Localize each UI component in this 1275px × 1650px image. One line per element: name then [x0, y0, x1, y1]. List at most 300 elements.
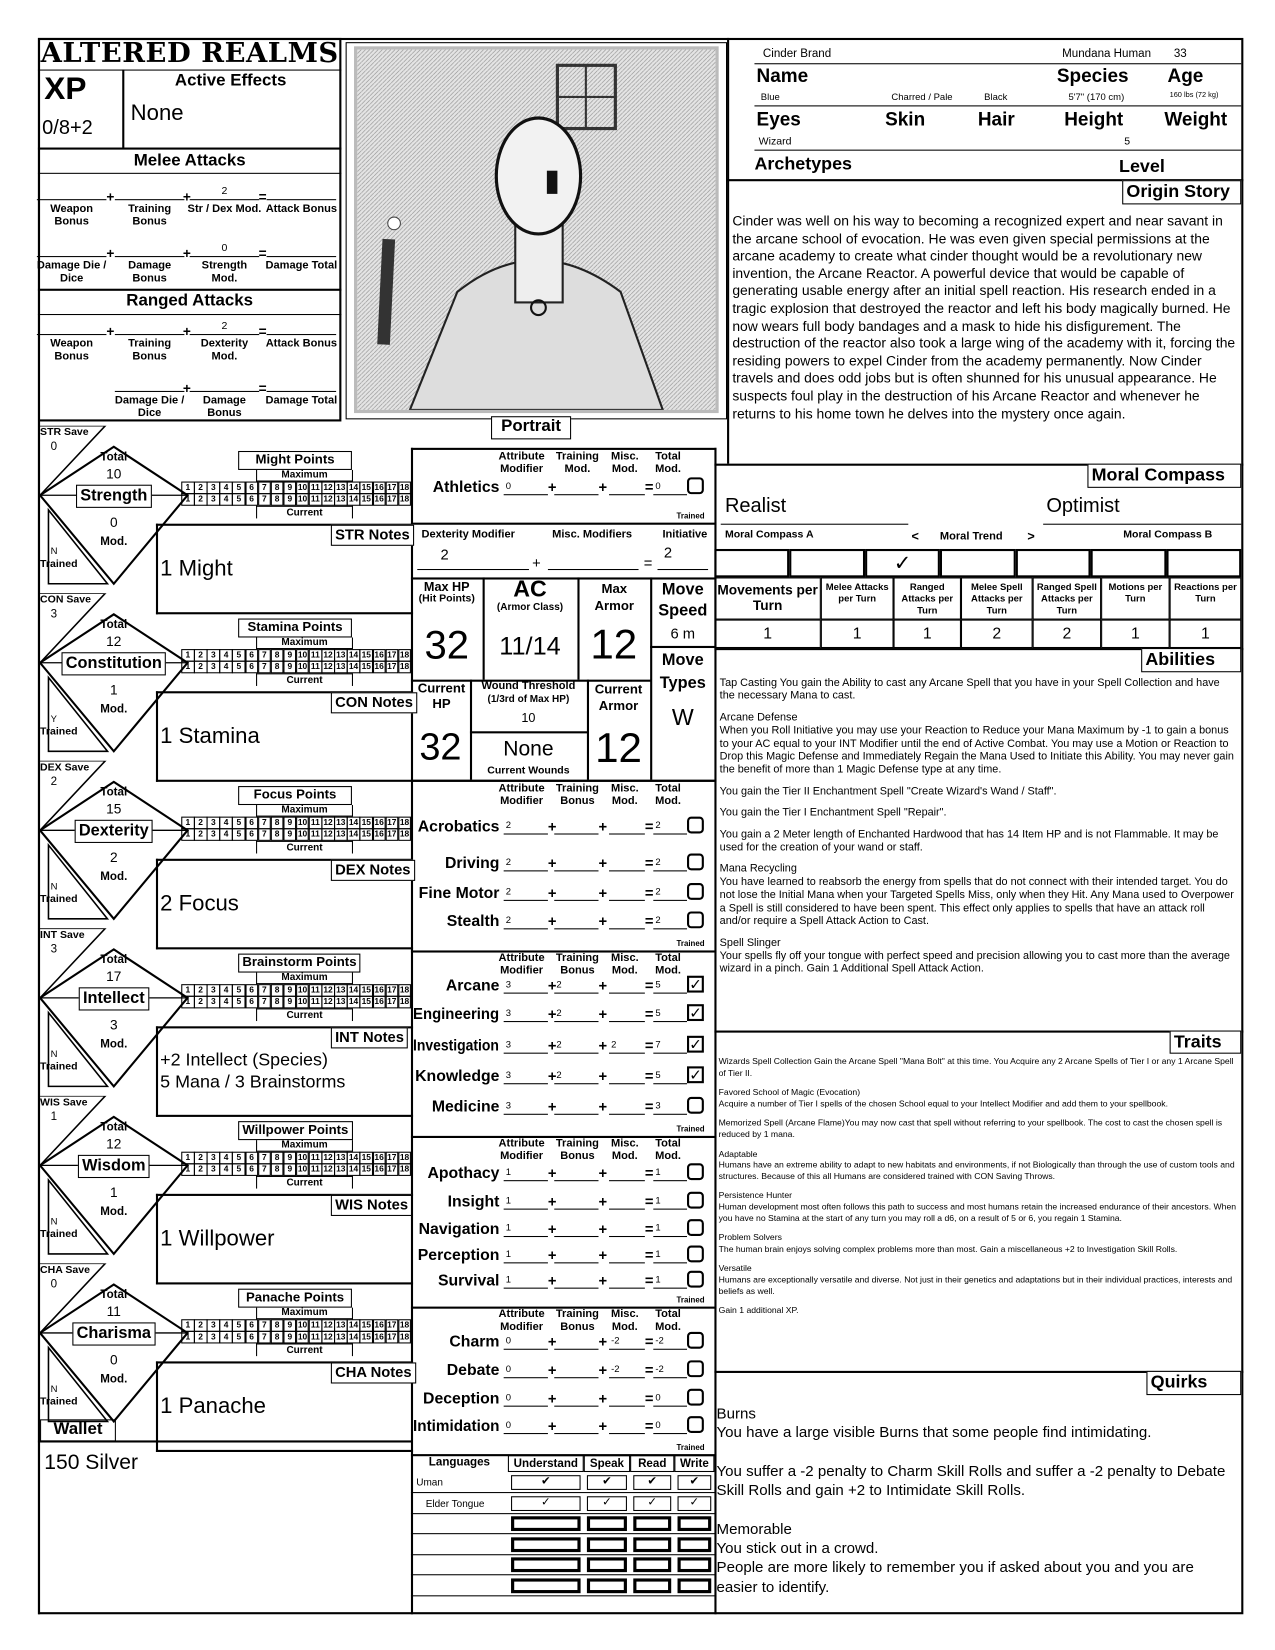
- current-point-box[interactable]: 12: [323, 661, 333, 672]
- max-point-box[interactable]: 2: [194, 817, 207, 829]
- max-point-box[interactable]: 1: [181, 482, 194, 494]
- total-value[interactable]: 12: [106, 633, 122, 650]
- current-point-box[interactable]: 18: [399, 1164, 410, 1174]
- trained-value[interactable]: N: [50, 1383, 58, 1395]
- max-point-box[interactable]: 5: [232, 1319, 245, 1331]
- language-checkbox[interactable]: [678, 1578, 712, 1593]
- language-checkbox[interactable]: [633, 1537, 671, 1552]
- max-point-box[interactable]: 2: [194, 649, 207, 661]
- max-point-box[interactable]: 12: [323, 817, 333, 828]
- current-point-box[interactable]: 17: [387, 996, 397, 1007]
- skill-training-value[interactable]: 2: [556, 978, 562, 990]
- max-point-box[interactable]: 1: [181, 1152, 194, 1164]
- current-hp-value[interactable]: 32: [419, 724, 462, 769]
- current-point-box[interactable]: 5: [232, 996, 245, 1008]
- language-checkbox[interactable]: ✔: [633, 1475, 671, 1490]
- mod-value[interactable]: 0: [109, 1351, 118, 1368]
- skill-total-value[interactable]: -2: [655, 1363, 664, 1375]
- current-point-box[interactable]: 16: [374, 1331, 384, 1342]
- actions-value[interactable]: 1: [714, 620, 820, 648]
- skill-total-value[interactable]: 1: [655, 1166, 661, 1177]
- current-point-box[interactable]: 13: [336, 494, 346, 504]
- max-point-box[interactable]: 15: [361, 482, 372, 493]
- moral-compass-a-value[interactable]: Realist: [724, 495, 787, 518]
- current-armor-value[interactable]: 12: [595, 724, 642, 772]
- skill-misc-value[interactable]: -2: [611, 1335, 620, 1346]
- trained-value[interactable]: N: [50, 1215, 58, 1227]
- initiative-total-value[interactable]: 2: [663, 543, 673, 561]
- mod-value[interactable]: 1: [109, 1184, 118, 1201]
- language-checkbox[interactable]: [587, 1516, 627, 1531]
- current-point-box[interactable]: 16: [374, 494, 384, 504]
- skill-attr-value[interactable]: 1: [505, 1222, 512, 1233]
- language-checkbox[interactable]: ✔: [511, 1475, 581, 1490]
- blank-line[interactable]: [190, 199, 260, 200]
- language-checkbox[interactable]: [633, 1557, 671, 1572]
- blank-line[interactable]: [37, 199, 107, 200]
- blank-line[interactable]: [115, 199, 185, 200]
- notes-text[interactable]: 2 Focus: [160, 891, 239, 916]
- max-point-box[interactable]: 14: [348, 817, 359, 828]
- max-point-box[interactable]: 18: [399, 985, 410, 995]
- max-point-box[interactable]: 9: [283, 984, 296, 996]
- language-name[interactable]: Uman: [416, 1477, 443, 1489]
- max-point-box[interactable]: 15: [361, 985, 372, 995]
- max-point-box[interactable]: 8: [270, 1319, 283, 1331]
- current-point-box[interactable]: 12: [323, 996, 333, 1007]
- current-point-box[interactable]: 2: [194, 828, 207, 840]
- max-point-box[interactable]: 6: [245, 482, 258, 494]
- current-point-box[interactable]: 15: [361, 661, 372, 672]
- skill-training-value[interactable]: 2: [556, 1069, 562, 1081]
- max-point-box[interactable]: 18: [399, 817, 410, 828]
- current-point-box[interactable]: 13: [336, 661, 346, 672]
- max-point-box[interactable]: 10: [297, 650, 308, 660]
- max-point-box[interactable]: 16: [374, 650, 384, 660]
- max-point-box[interactable]: 9: [283, 1319, 296, 1331]
- blank-line[interactable]: [115, 334, 185, 335]
- actions-value[interactable]: 2: [1033, 620, 1101, 648]
- current-point-box[interactable]: 5: [232, 493, 245, 505]
- current-point-box[interactable]: 4: [219, 493, 232, 505]
- current-point-box[interactable]: 10: [297, 829, 308, 839]
- max-point-box[interactable]: 11: [309, 1152, 322, 1164]
- max-point-box[interactable]: 11: [309, 482, 322, 494]
- current-point-box[interactable]: 8: [270, 828, 283, 840]
- current-point-box[interactable]: 12: [323, 494, 333, 504]
- max-point-box[interactable]: 16: [374, 817, 384, 828]
- language-checkbox[interactable]: ✓: [587, 1496, 627, 1511]
- trained-checkbox[interactable]: ✓: [687, 1036, 704, 1053]
- trained-checkbox[interactable]: [687, 1271, 704, 1288]
- current-point-box[interactable]: 17: [387, 1164, 397, 1174]
- current-point-box[interactable]: 18: [399, 494, 410, 504]
- skill-total-value[interactable]: 5: [655, 1069, 661, 1081]
- current-point-box[interactable]: 14: [348, 1331, 359, 1342]
- current-point-box[interactable]: 4: [219, 996, 232, 1008]
- mod-value[interactable]: 0: [109, 514, 118, 531]
- max-point-box[interactable]: 17: [387, 1152, 397, 1163]
- max-point-box[interactable]: 4: [219, 817, 232, 829]
- current-point-box[interactable]: 10: [297, 661, 308, 672]
- max-point-box[interactable]: 14: [348, 1152, 359, 1163]
- max-point-box[interactable]: 1: [181, 817, 194, 829]
- max-point-box[interactable]: 6: [245, 984, 258, 996]
- max-point-box[interactable]: 6: [245, 817, 258, 829]
- max-point-box[interactable]: 18: [399, 482, 410, 493]
- blank-line[interactable]: [190, 334, 260, 335]
- max-point-box[interactable]: 6: [245, 1319, 258, 1331]
- skill-attr-value[interactable]: 2: [505, 819, 512, 831]
- skill-total-value[interactable]: 1: [655, 1248, 661, 1260]
- max-point-box[interactable]: 4: [219, 482, 232, 494]
- language-checkbox[interactable]: [511, 1557, 581, 1572]
- current-point-box[interactable]: 8: [270, 996, 283, 1008]
- max-point-box[interactable]: 16: [374, 1152, 384, 1163]
- melee-attack-value[interactable]: 2: [221, 185, 228, 198]
- current-point-box[interactable]: 14: [348, 494, 359, 504]
- blank-line[interactable]: [267, 334, 337, 335]
- current-point-box[interactable]: 9: [283, 1163, 296, 1175]
- max-point-box[interactable]: 8: [270, 482, 283, 494]
- trained-checkbox[interactable]: [687, 1192, 704, 1209]
- skill-total-value[interactable]: 2: [655, 819, 661, 831]
- species-value[interactable]: Mundana Human: [1062, 47, 1152, 61]
- current-point-box[interactable]: 18: [399, 661, 410, 672]
- trained-checkbox[interactable]: [687, 1416, 704, 1433]
- trained-value[interactable]: N: [50, 545, 58, 557]
- moral-trend-slot[interactable]: [1166, 549, 1241, 577]
- current-point-box[interactable]: 7: [258, 1331, 271, 1343]
- actions-value[interactable]: 2: [961, 620, 1033, 648]
- skill-total-value[interactable]: -2: [655, 1335, 664, 1346]
- max-point-box[interactable]: 14: [348, 650, 359, 660]
- current-point-box[interactable]: 2: [194, 493, 207, 505]
- current-point-box[interactable]: 3: [207, 1331, 220, 1343]
- trained-checkbox[interactable]: [687, 817, 704, 834]
- current-point-box[interactable]: 14: [348, 1164, 359, 1174]
- skill-attr-value[interactable]: 1: [505, 1248, 512, 1260]
- hair-value[interactable]: Black: [984, 91, 1008, 103]
- max-point-box[interactable]: 14: [348, 1320, 359, 1330]
- skill-training-value[interactable]: 2: [556, 1007, 562, 1018]
- blank-line[interactable]: [267, 391, 337, 392]
- skill-total-value[interactable]: 1: [655, 1194, 661, 1206]
- current-point-box[interactable]: 1: [181, 661, 194, 673]
- current-point-box[interactable]: 8: [270, 1163, 283, 1175]
- max-point-box[interactable]: 12: [323, 1152, 333, 1163]
- total-value[interactable]: 17: [106, 968, 122, 985]
- current-point-box[interactable]: 1: [181, 1331, 194, 1343]
- max-point-box[interactable]: 18: [399, 1152, 410, 1163]
- language-checkbox[interactable]: ✓: [511, 1496, 581, 1511]
- max-point-box[interactable]: 7: [258, 984, 271, 996]
- current-point-box[interactable]: 10: [297, 1331, 308, 1342]
- trained-checkbox[interactable]: [687, 1219, 704, 1236]
- skill-attr-value[interactable]: 0: [505, 1419, 512, 1430]
- max-point-box[interactable]: 2: [194, 984, 207, 996]
- notes-text[interactable]: +2 Intellect (Species) 5 Mana / 3 Brainstorms: [160, 1049, 346, 1092]
- skill-attr-value[interactable]: 3: [505, 1069, 512, 1081]
- current-point-box[interactable]: 6: [245, 1163, 258, 1175]
- current-point-box[interactable]: 9: [283, 493, 296, 505]
- current-point-box[interactable]: 9: [283, 828, 296, 840]
- current-point-box[interactable]: 13: [336, 1331, 346, 1342]
- skill-attr-value[interactable]: 2: [505, 914, 512, 926]
- max-point-box[interactable]: 10: [297, 1152, 308, 1163]
- current-point-box[interactable]: 10: [297, 1164, 308, 1174]
- moral-trend-slot[interactable]: [940, 549, 1015, 577]
- max-point-box[interactable]: 5: [232, 649, 245, 661]
- current-point-box[interactable]: 16: [374, 996, 384, 1007]
- trained-checkbox[interactable]: [687, 477, 704, 494]
- max-point-box[interactable]: 3: [207, 1152, 220, 1164]
- current-point-box[interactable]: 7: [258, 996, 271, 1008]
- max-point-box[interactable]: 12: [323, 650, 333, 660]
- current-point-box[interactable]: 15: [361, 494, 372, 504]
- blank-line[interactable]: [37, 334, 107, 335]
- max-point-box[interactable]: 3: [207, 649, 220, 661]
- skill-total-value[interactable]: 1: [655, 1222, 661, 1233]
- notes-text[interactable]: 1 Might: [160, 556, 233, 581]
- max-point-box[interactable]: 8: [270, 817, 283, 829]
- max-point-box[interactable]: 13: [336, 1320, 346, 1330]
- current-point-box[interactable]: 10: [297, 996, 308, 1007]
- max-point-box[interactable]: 11: [309, 817, 322, 829]
- current-point-box[interactable]: 11: [309, 1331, 322, 1343]
- current-point-box[interactable]: 13: [336, 996, 346, 1007]
- current-point-box[interactable]: 4: [219, 1331, 232, 1343]
- max-point-box[interactable]: 2: [194, 1152, 207, 1164]
- skill-attr-value[interactable]: 1: [505, 1273, 512, 1285]
- current-point-box[interactable]: 7: [258, 1163, 271, 1175]
- skill-attr-value[interactable]: 3: [505, 978, 512, 990]
- current-point-box[interactable]: 18: [399, 1331, 410, 1342]
- max-point-box[interactable]: 1: [181, 984, 194, 996]
- current-point-box[interactable]: 8: [270, 493, 283, 505]
- moral-trend-slot[interactable]: [1015, 549, 1090, 577]
- trained-value[interactable]: N: [50, 1048, 58, 1059]
- trained-checkbox[interactable]: [687, 1389, 704, 1406]
- max-hp-value[interactable]: 32: [424, 623, 470, 669]
- language-name[interactable]: Elder Tongue: [425, 1497, 485, 1510]
- blank-line[interactable]: [267, 256, 337, 257]
- current-point-box[interactable]: 16: [374, 1164, 384, 1174]
- language-checkbox[interactable]: [633, 1516, 671, 1531]
- skill-misc-value[interactable]: 2: [611, 1038, 617, 1050]
- skill-attr-value[interactable]: 0: [505, 1335, 512, 1346]
- skill-total-value[interactable]: 3: [655, 1100, 661, 1111]
- current-point-box[interactable]: 5: [232, 661, 245, 673]
- current-point-box[interactable]: 14: [348, 996, 359, 1007]
- max-point-box[interactable]: 3: [207, 817, 220, 829]
- current-point-box[interactable]: 18: [399, 996, 410, 1007]
- current-point-box[interactable]: 7: [258, 493, 271, 505]
- max-point-box[interactable]: 6: [245, 1152, 258, 1164]
- melee-damage-value[interactable]: 0: [221, 242, 228, 254]
- trained-value[interactable]: N: [50, 880, 58, 892]
- max-point-box[interactable]: 12: [323, 1320, 333, 1330]
- max-point-box[interactable]: 4: [219, 1319, 232, 1331]
- save-value[interactable]: 0: [50, 1278, 58, 1291]
- max-point-box[interactable]: 18: [399, 650, 410, 660]
- xp-value[interactable]: 0/8+2: [42, 116, 93, 140]
- max-point-box[interactable]: 9: [283, 482, 296, 494]
- max-point-box[interactable]: 5: [232, 482, 245, 494]
- skill-attr-value[interactable]: 3: [505, 1038, 512, 1050]
- language-checkbox[interactable]: ✓: [678, 1496, 712, 1511]
- max-point-box[interactable]: 8: [270, 984, 283, 996]
- max-point-box[interactable]: 12: [323, 482, 333, 493]
- initiative-dex-value[interactable]: 2: [440, 545, 449, 563]
- mod-value[interactable]: 1: [109, 681, 118, 698]
- skill-total-value[interactable]: 2: [655, 856, 661, 868]
- skill-total-value[interactable]: 5: [655, 1007, 661, 1018]
- max-point-box[interactable]: 12: [323, 985, 333, 995]
- wound-threshold-value[interactable]: 10: [521, 710, 536, 725]
- language-checkbox[interactable]: ✔: [678, 1475, 712, 1490]
- max-point-box[interactable]: 1: [181, 1319, 194, 1331]
- active-effects-value[interactable]: None: [130, 101, 184, 126]
- skill-attr-value[interactable]: 1: [505, 1166, 512, 1177]
- moral-trend-slot[interactable]: ✓: [865, 549, 940, 577]
- max-point-box[interactable]: 16: [374, 985, 384, 995]
- current-point-box[interactable]: 6: [245, 661, 258, 673]
- total-value[interactable]: 12: [106, 1135, 122, 1152]
- max-point-box[interactable]: 15: [361, 817, 372, 828]
- current-point-box[interactable]: 1: [181, 493, 194, 505]
- blank-line[interactable]: [115, 391, 185, 392]
- language-checkbox[interactable]: [633, 1578, 671, 1593]
- current-point-box[interactable]: 15: [361, 829, 372, 839]
- trained-checkbox[interactable]: [687, 911, 704, 928]
- current-point-box[interactable]: 17: [387, 661, 397, 672]
- skill-total-value[interactable]: 0: [655, 1391, 661, 1403]
- current-point-box[interactable]: 13: [336, 1164, 346, 1174]
- max-point-box[interactable]: 13: [336, 650, 346, 660]
- max-point-box[interactable]: 16: [374, 1320, 384, 1330]
- moral-compass-b-value[interactable]: Optimist: [1046, 495, 1120, 518]
- max-point-box[interactable]: 18: [399, 1320, 410, 1330]
- max-point-box[interactable]: 11: [309, 984, 322, 996]
- ac-value[interactable]: 11/14: [499, 632, 561, 661]
- max-point-box[interactable]: 15: [361, 1152, 372, 1163]
- language-checkbox[interactable]: [587, 1578, 627, 1593]
- current-point-box[interactable]: 6: [245, 996, 258, 1008]
- trained-checkbox[interactable]: ✓: [687, 1066, 704, 1083]
- max-point-box[interactable]: 10: [297, 1320, 308, 1330]
- language-checkbox[interactable]: [511, 1578, 581, 1593]
- current-point-box[interactable]: 3: [207, 1163, 220, 1175]
- current-point-box[interactable]: 2: [194, 996, 207, 1008]
- max-point-box[interactable]: 13: [336, 482, 346, 493]
- max-point-box[interactable]: 11: [309, 649, 322, 661]
- current-wounds-value[interactable]: None: [503, 737, 554, 761]
- trained-checkbox[interactable]: [687, 1163, 704, 1180]
- skill-total-value[interactable]: 0: [655, 1419, 661, 1430]
- skill-training-value[interactable]: 2: [556, 1038, 562, 1050]
- language-checkbox[interactable]: ✓: [633, 1496, 671, 1511]
- max-point-box[interactable]: 3: [207, 1319, 220, 1331]
- language-checkbox[interactable]: ✔: [587, 1475, 627, 1490]
- max-point-box[interactable]: 1: [181, 649, 194, 661]
- language-checkbox[interactable]: [678, 1557, 712, 1572]
- age-value[interactable]: 33: [1173, 47, 1187, 61]
- trained-checkbox[interactable]: ✓: [687, 976, 704, 993]
- current-point-box[interactable]: 6: [245, 828, 258, 840]
- max-point-box[interactable]: 5: [232, 817, 245, 829]
- skin-value[interactable]: Charred / Pale: [891, 91, 953, 103]
- current-point-box[interactable]: 12: [323, 1331, 333, 1342]
- current-point-box[interactable]: 11: [309, 1163, 322, 1175]
- current-point-box[interactable]: 9: [283, 996, 296, 1008]
- current-point-box[interactable]: 3: [207, 828, 220, 840]
- current-point-box[interactable]: 16: [374, 661, 384, 672]
- moral-trend-slot[interactable]: [790, 549, 865, 577]
- current-point-box[interactable]: 5: [232, 828, 245, 840]
- max-point-box[interactable]: 7: [258, 649, 271, 661]
- current-point-box[interactable]: 4: [219, 1163, 232, 1175]
- max-point-box[interactable]: 13: [336, 985, 346, 995]
- max-point-box[interactable]: 10: [297, 817, 308, 828]
- blank-line[interactable]: [267, 199, 337, 200]
- archetypes-value[interactable]: Wizard: [758, 135, 792, 148]
- trained-checkbox[interactable]: [687, 1245, 704, 1262]
- current-point-box[interactable]: 3: [207, 996, 220, 1008]
- skill-total-value[interactable]: 2: [655, 914, 661, 926]
- language-checkbox[interactable]: [587, 1557, 627, 1572]
- skill-total-value[interactable]: 5: [655, 978, 661, 990]
- max-point-box[interactable]: 17: [387, 482, 397, 493]
- skill-attr-value[interactable]: 3: [505, 1007, 512, 1018]
- current-point-box[interactable]: 4: [219, 828, 232, 840]
- blank-line[interactable]: [190, 256, 260, 257]
- current-point-box[interactable]: 1: [181, 828, 194, 840]
- origin-story-text[interactable]: Cinder was well on his way to becoming a recognized expert and near savant in the arcane school of evocation. He was even given special permissions at the arcane academy to create what cinder thought would be a revolutionary new invention, the Arcane Reactor. A powerful device that would be capable of generating usable energy after an initial spell reaction. His research ended in a tragic explosion that destroyed the reactor and left his body magically burned. He now wears full body bandages and a mask to hide his disfigurement. The destruction of the reactor also took a large wing of the academy with it, forcing the residing powers to expel Cinder from the academy permanently. Now Cinder travels and does odd jobs but is often shunned for his unusual appearance. He suspects foul play in the destruction of his Arcane Reactor and whenever he returns to his home town he delves into the mystery once again.: [732, 212, 1236, 421]
- current-point-box[interactable]: 9: [283, 661, 296, 673]
- max-point-box[interactable]: 2: [194, 1319, 207, 1331]
- current-point-box[interactable]: 16: [374, 829, 384, 839]
- save-value[interactable]: 0: [50, 440, 58, 454]
- weight-value[interactable]: 160 lbs (72 kg): [1169, 91, 1219, 100]
- current-point-box[interactable]: 12: [323, 1164, 333, 1174]
- max-point-box[interactable]: 15: [361, 1320, 372, 1330]
- language-checkbox[interactable]: [511, 1537, 581, 1552]
- current-point-box[interactable]: 3: [207, 493, 220, 505]
- trained-checkbox[interactable]: [687, 883, 704, 900]
- trained-checkbox[interactable]: [687, 1332, 704, 1349]
- height-value[interactable]: 5'7" (170 cm): [1068, 91, 1125, 103]
- max-point-box[interactable]: 14: [348, 985, 359, 995]
- current-point-box[interactable]: 18: [399, 829, 410, 839]
- level-value[interactable]: 5: [1124, 135, 1131, 148]
- current-point-box[interactable]: 14: [348, 661, 359, 672]
- actions-value[interactable]: 1: [821, 620, 894, 648]
- skill-total-value[interactable]: 1: [655, 1273, 661, 1285]
- actions-value[interactable]: 1: [894, 620, 961, 648]
- total-value[interactable]: 11: [106, 1303, 121, 1320]
- current-point-box[interactable]: 17: [387, 829, 397, 839]
- max-point-box[interactable]: 5: [232, 1152, 245, 1164]
- moral-trend-slot[interactable]: [1091, 549, 1166, 577]
- trained-checkbox[interactable]: ✓: [687, 1004, 704, 1021]
- current-point-box[interactable]: 11: [309, 661, 322, 673]
- max-point-box[interactable]: 13: [336, 817, 346, 828]
- max-point-box[interactable]: 7: [258, 1319, 271, 1331]
- moral-trend-slot[interactable]: [714, 549, 789, 577]
- notes-text[interactable]: 1 Panache: [160, 1394, 266, 1419]
- skill-attr-value[interactable]: 2: [505, 856, 512, 868]
